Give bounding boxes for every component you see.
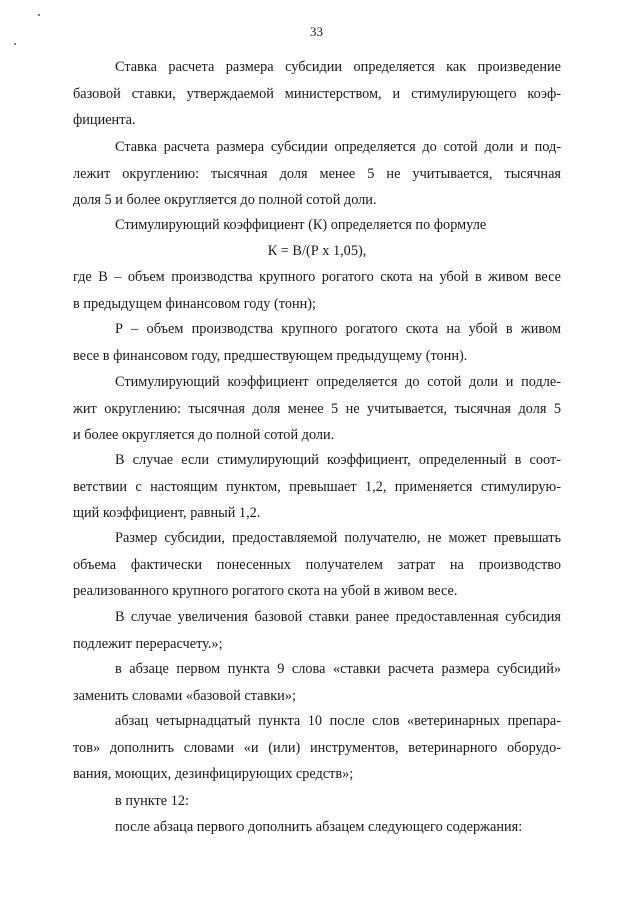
text-line: в абзаце первом пункта 9 слова «ставки расчета размера субсидий» (115, 661, 561, 677)
paragraph (73, 604, 561, 657)
text-line: после абзаца первого дополнить абзацем следующего содержания: (115, 819, 523, 835)
text-line: подлежит перерасчету.»; (73, 635, 223, 652)
text-line: жит округлению: тысячная доля менее 5 не учитывается, тысячная доля 5 (73, 400, 561, 417)
paragraph (73, 212, 561, 239)
text-line: Р – объем производства крупного рогатого скота на убой в живом (115, 321, 561, 337)
text-line: В случае увеличения базовой ставки ранее предоставленная субсидия (115, 609, 561, 625)
page-number: 33 (310, 24, 323, 39)
text-line: К = В/(Р х 1,05), (267, 243, 367, 259)
paragraph (73, 656, 561, 709)
text-line: ветствии с настоящим пунктом, превышает 1,2, применяется стимулирую- (73, 478, 561, 495)
text-line: щий коэффициент, равный 1,2. (73, 505, 261, 521)
text-line: В случае если стимулирующий коэффициент, определенный в соот- (115, 452, 561, 468)
paragraph (73, 788, 561, 815)
text-line: и более округляется до полной сотой доли. (73, 427, 335, 443)
text-line: весе в финансовом году, предшествующем предыдущему (тонн). (73, 347, 468, 364)
text-line: в предыдущем финансовом году (тонн); (73, 295, 317, 312)
paragraph (73, 316, 561, 369)
text-line: доля 5 и более округляется до полной сотой доли. (73, 192, 377, 208)
text-line: Стимулирующий коэффициент определяется до сотой доли и подле- (115, 374, 561, 390)
paragraph (73, 447, 561, 527)
paragraph (73, 708, 561, 788)
paragraph (73, 369, 561, 449)
text-line: Ставка расчета размера субсидии определяется до сотой доли и под- (115, 139, 561, 155)
text-line: объема фактически понесенных получателем затрат на производство (73, 556, 561, 573)
paragraph (73, 814, 561, 841)
text-line: фициента. (73, 112, 136, 128)
text-line: абзац четырнадцатый пункта 10 после слов «ветеринарных препара- (115, 713, 561, 729)
text-line: тов» дополнить словами «и (или) инструментов, ветеринарного оборудо- (73, 739, 561, 756)
text-line: в пункте 12: (115, 793, 189, 809)
text-line: базовой ставки, утверждаемой министерством, и стимулирующего коэф- (73, 85, 561, 102)
text-line: где В – объем производства крупного рогатого скота на убой в живом весе (73, 269, 561, 285)
scan-speck (38, 14, 40, 16)
paragraph (73, 264, 561, 317)
text-line: заменить словами «базовой ставки»; (73, 687, 296, 704)
paragraph (73, 54, 561, 134)
scan-speck (14, 43, 16, 45)
paragraph (73, 525, 561, 605)
text-line: Стимулирующий коэффициент (К) определяется по формуле (115, 217, 487, 233)
text-line: Ставка расчета размера субсидии определяется как произведение (115, 59, 561, 75)
text-line: вания, моющих, дезинфицирующих средств»; (73, 766, 354, 782)
paragraph (73, 134, 561, 214)
text-line: реализованного крупного рогатого скота на убой в живом весе. (73, 583, 458, 599)
text-line: лежит округлению: тысячная доля менее 5 не учитывается, тысячная (73, 165, 561, 182)
paragraph (73, 238, 561, 265)
text-line: Размер субсидии, предоставляемой получателю, не может превышать (115, 530, 561, 546)
